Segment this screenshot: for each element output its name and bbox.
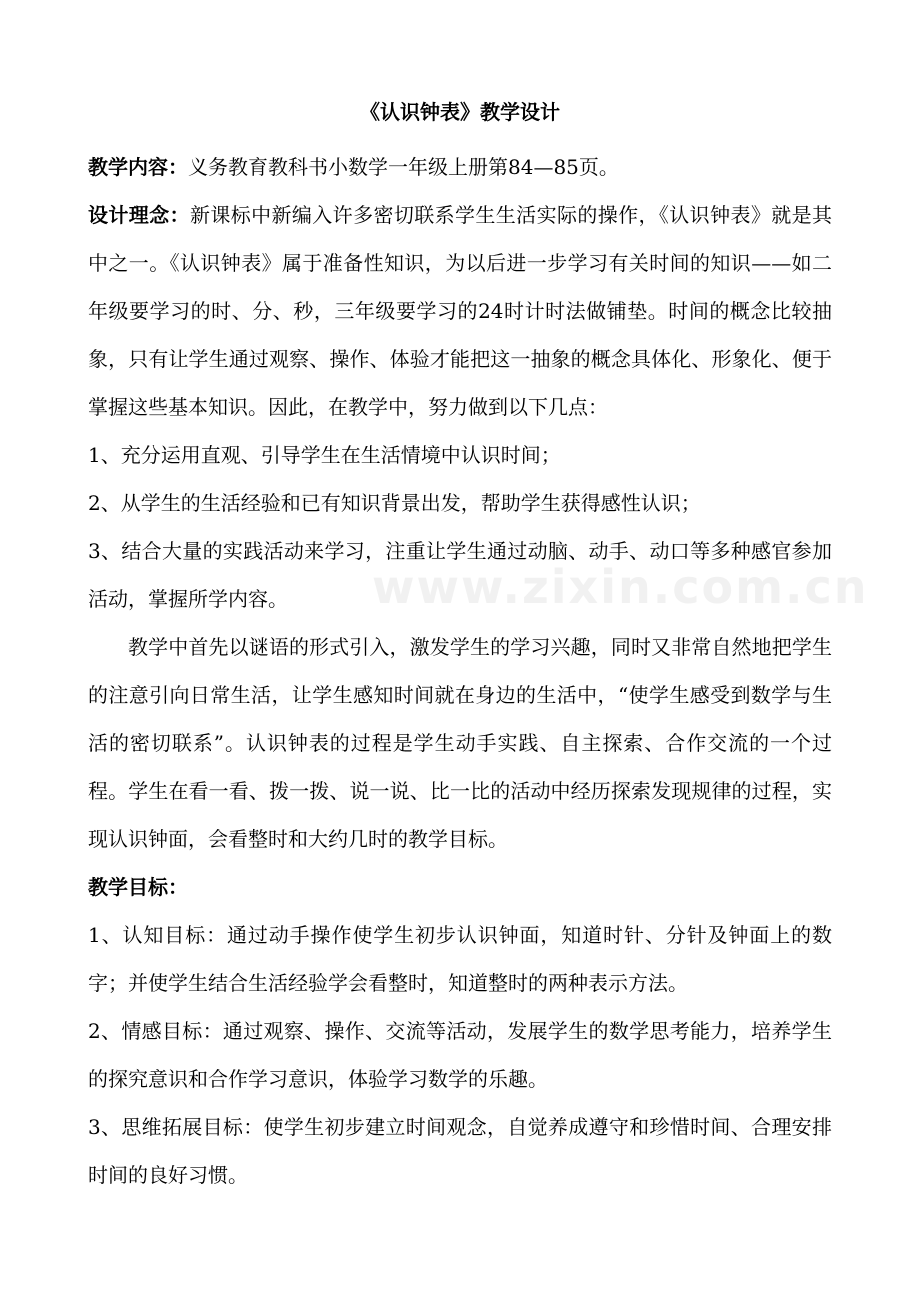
goal-thinking: 3、思维拓展目标：使学生初步建立时间观念，自觉养成遵守和珍惜时间、合理安排时间的良好习惯。 bbox=[88, 1115, 832, 1187]
document-body bbox=[88, 143, 832, 1199]
concept-point-3: 3、结合大量的实践活动来学习，注重让学生通过动脑、动手、动口等多种感官参加活动，掌握所学内容。 bbox=[88, 539, 832, 611]
goal-cognitive: 1、认知目标：通过动手操作使学生初步认识钟面，知道时针、分针及钟面上的数字；并使学生结合生活经验学会看整时，知道整时的两种表示方法。 bbox=[88, 923, 832, 995]
goal-emotional: 2、情感目标：通过观察、操作、交流等活动，发展学生的数学思考能力，培养学生的探究意识和合作学习意识，体验学习数学的乐趣。 bbox=[88, 1019, 832, 1091]
intro-paragraph: 教学中首先以谜语的形式引入，激发学生的学习兴趣，同时又非常自然地把学生的注意引向日常生活，让学生感知时间就在身边的生活中，“使学生感受到数学与生活的密切联系”。认识钟表的过程是学生动手实践、自主探索、合作交流的一个过程。学生在看一看、拨一拨、说一说、比一比的活动中经历探索发现规律的过程，实现认识钟面，会看整时和大约几时的教学目标。 bbox=[88, 635, 832, 851]
design-concept-label: 设计理念： bbox=[88, 203, 190, 227]
watermark-text: www.zixin.com.cn bbox=[372, 560, 869, 614]
document-title: 《认识钟表》教学设计 bbox=[360, 100, 560, 124]
design-concept-text: 新课标中新编入许多密切联系学生生活实际的操作，《认识钟表》就是其中之一。《认识钟表》属于准备性知识，为以后进一步学习有关时间的知识——如二年级要学习的时、分、秒，三年级要学习的24时计时法做铺垫。时间的概念比较抽象，只有让学生通过观察、操作、体验才能把这一抽象的概念具体化、形象化、便于掌握这些基本知识。因此，在教学中，努力做到以下几点： bbox=[88, 203, 833, 419]
concept-point-1: 1、充分运用直观、引导学生在生活情境中认识时间； bbox=[88, 443, 561, 467]
concept-point-2: 2、从学生的生活经验和已有知识背景出发，帮助学生获得感性认识； bbox=[88, 491, 701, 515]
design-concept-paragraph bbox=[88, 191, 832, 431]
teaching-content-paragraph bbox=[88, 143, 832, 191]
teaching-content-label: 教学内容： bbox=[88, 155, 188, 179]
teaching-goals-heading: 教学目标： bbox=[88, 875, 188, 899]
teaching-content-text: 义务教育教科书小数学一年级上册第84—85页。 bbox=[188, 155, 619, 179]
